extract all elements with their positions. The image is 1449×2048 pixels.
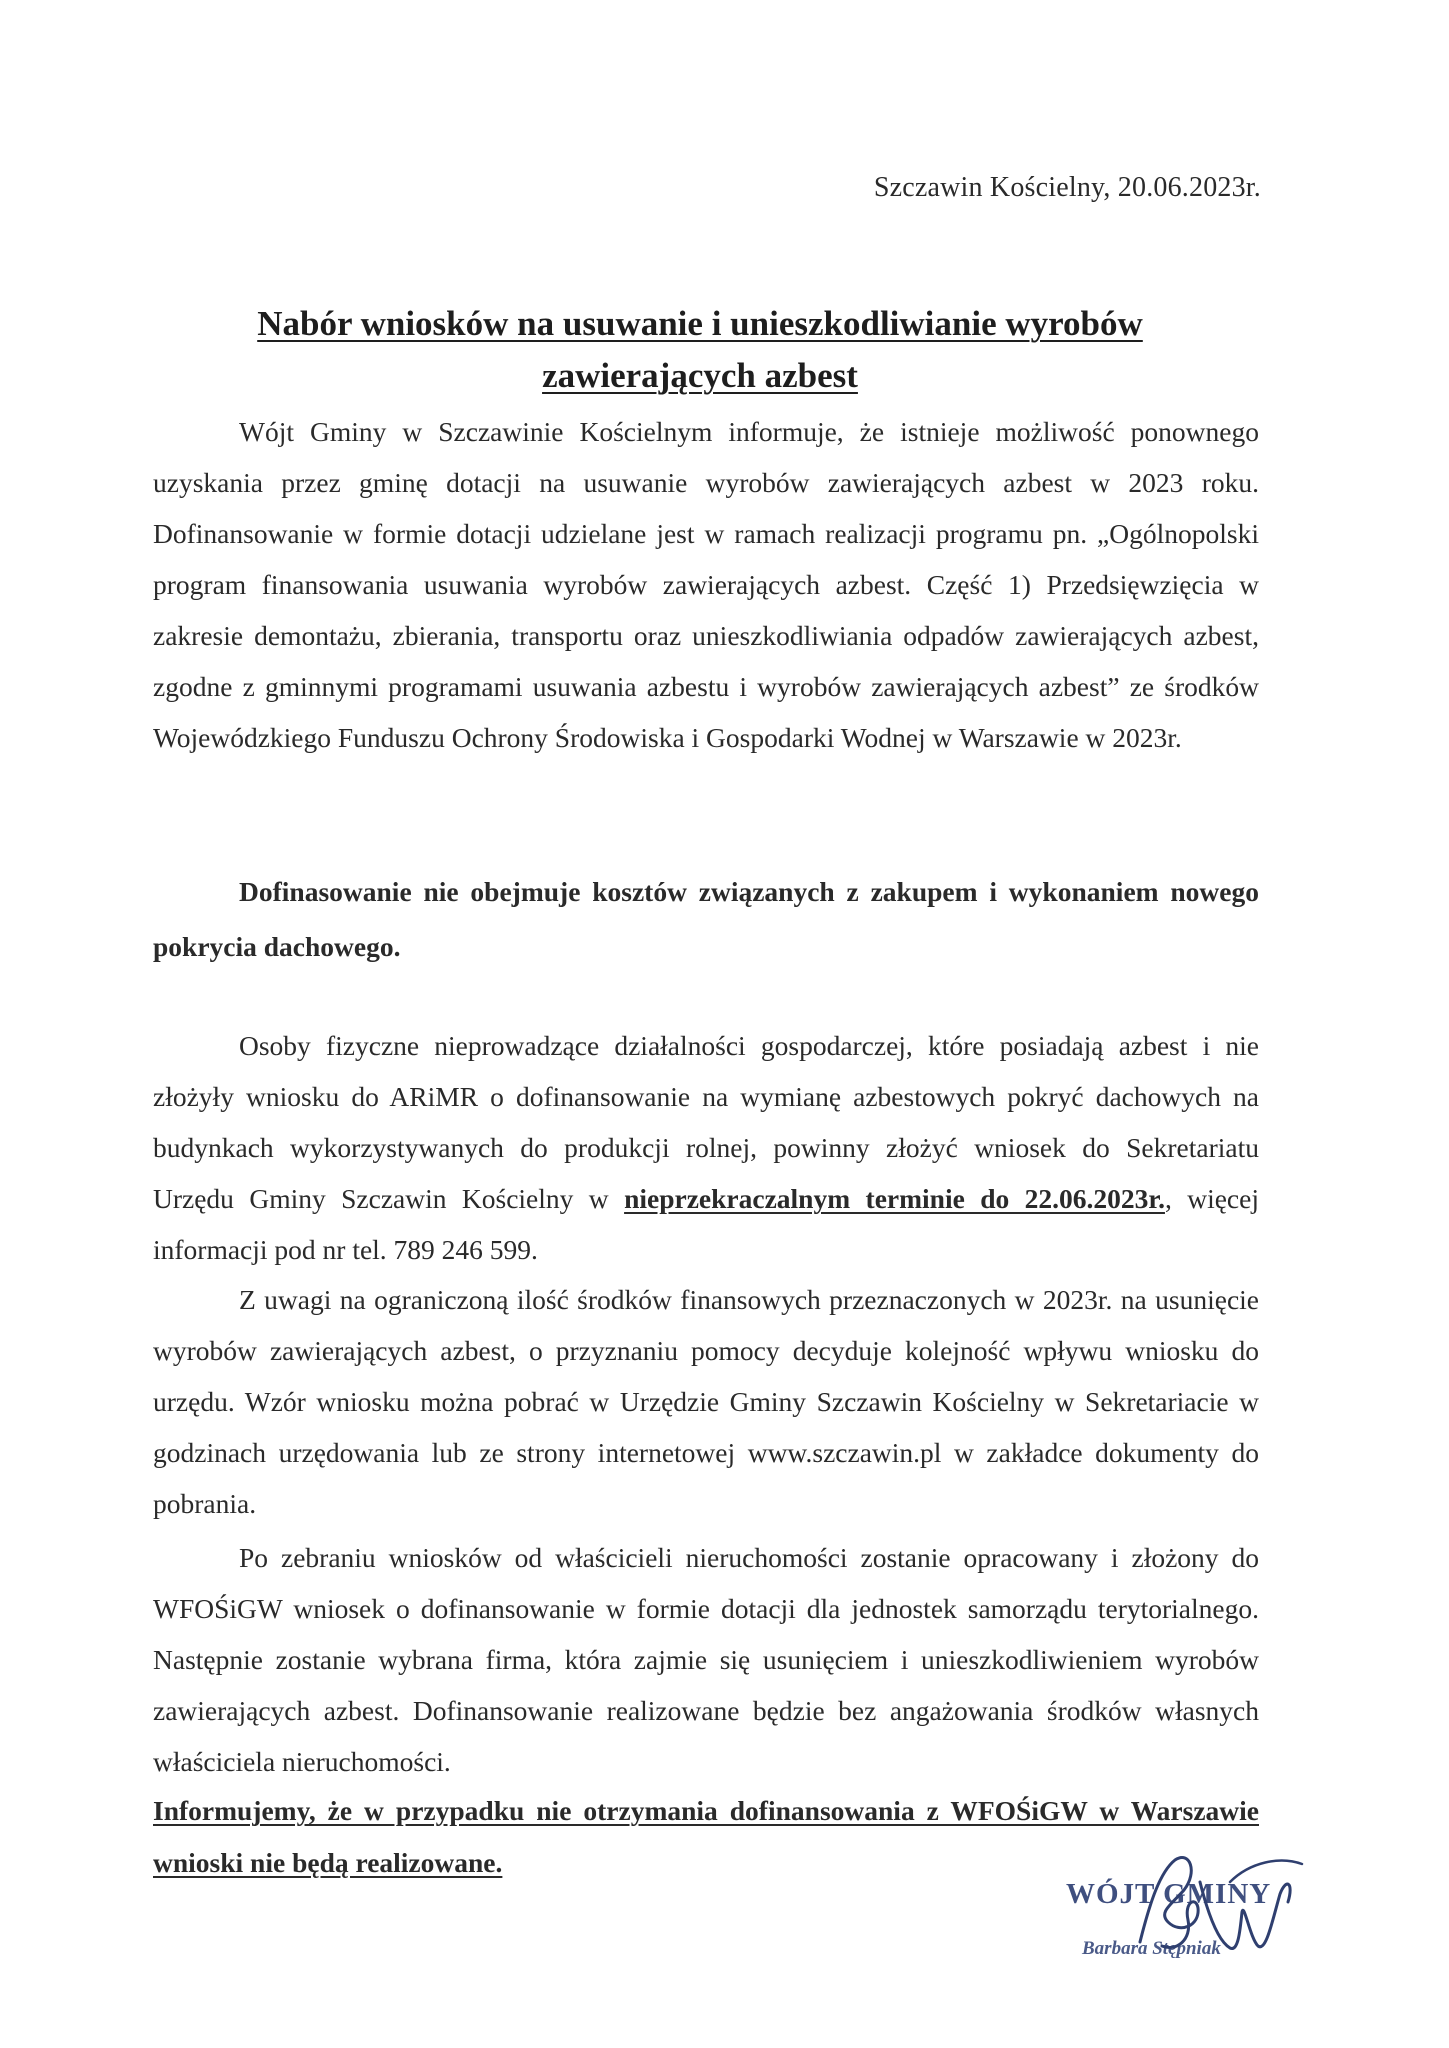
eligibility-text-end: , więcej informacji pod nr tel. 789 246 599. (153, 1183, 1259, 1265)
exclusion-paragraph: Dofinasowanie nie obejmuje kosztów związanych z zakupem i wykonaniem nowego pokrycia dachowego. (153, 876, 1259, 962)
title-line-2: zawierających azbest (542, 356, 858, 395)
place-and-date: Szczawin Kościelny, 20.06.2023r. (873, 172, 1261, 203)
eligibility-text-start: Osoby fizyczne nieprowadzące działalności gospodarczej, które posiadają azbest i nie złożyły wniosku do ARiMR o dofinansowanie na wymianę azbestowych pokryć dachowych na budynkach wykorzystywanych do produkcji rolnej, powinny złożyć wniosek do Sekretariatu Urzędu Gminy Szczawin Kościelny w (153, 1030, 1259, 1214)
title-line-1: Nabór wniosków na usuwanie i unieszkodliwianie wyrobów (257, 304, 1143, 343)
deadline-text: nieprzekraczalnym terminie do 22.06.2023r. (624, 1183, 1165, 1214)
eligibility-paragraph-block (153, 1020, 1259, 1275)
procedure-paragraph: Po zebraniu wniosków od właścicieli nieruchomości zostanie opracowany i złożony do WFOŚiGW wniosek o dofinansowanie w formie dotacji dla jednostek samorządu terytorialnego. Następnie zostanie wybrana firma, która zajmie się usunięciem i unieszkodliwieniem wyrobów zawierających azbest. Dofinansowanie realizowane będzie bez angażowania środków własnych właściciela nieruchomości. (153, 1542, 1259, 1777)
official-stamp (1040, 1842, 1310, 1972)
eligibility-paragraph (153, 1020, 1259, 1275)
limited-funds-paragraph-block (153, 1274, 1259, 1529)
intro-paragraph-block (153, 406, 1259, 763)
stamp-name: Barbara Stępniak (1082, 1938, 1221, 1959)
notice-paragraph: Informujemy, że w przypadku nie otrzymania dofinansowania z WFOŚiGW w Warszawie wnioski nie będą realizowane. (153, 1795, 1259, 1878)
intro-paragraph: Wójt Gminy w Szczawinie Kościelnym informuje, że istnieje możliwość ponownego uzyskania przez gminę dotacji na usuwanie wyrobów zawierających azbest w 2023 roku. Dofinansowanie w formie dotacji udzielane jest w ramach realizacji programu pn. „Ogólnopolski program finansowania usuwania wyrobów zawierających azbest. Część 1) Przedsięwzięcia w zakresie demontażu, zbierania, transportu oraz unieszkodliwiania odpadów zawierających azbest, zgodne z gminnymi programami usuwania azbestu i wyrobów zawierających azbest” ze środków Wojewódzkiego Funduszu Ochrony Środowiska i Gospodarki Wodnej w Warszawie w 2023r. (153, 416, 1259, 753)
document-title (150, 298, 1250, 402)
stamp-office-title: WÓJT GMINY (1066, 1878, 1272, 1910)
procedure-paragraph-block (153, 1532, 1259, 1787)
limited-funds-paragraph: Z uwagi na ograniczoną ilość środków finansowych przeznaczonych w 2023r. na usunięcie wyrobów zawierających azbest, o przyznaniu pomocy decyduje kolejność wpływu wniosku do urzędu. Wzór wniosku można pobrać w Urzędzie Gminy Szczawin Kościelny w Sekretariacie w godzinach urzędowania lub ze strony internetowej www.szczawin.pl w zakładce dokumenty do pobrania. (153, 1284, 1259, 1519)
handwritten-signature (1080, 1842, 1310, 1972)
exclusion-paragraph-block (153, 864, 1259, 974)
